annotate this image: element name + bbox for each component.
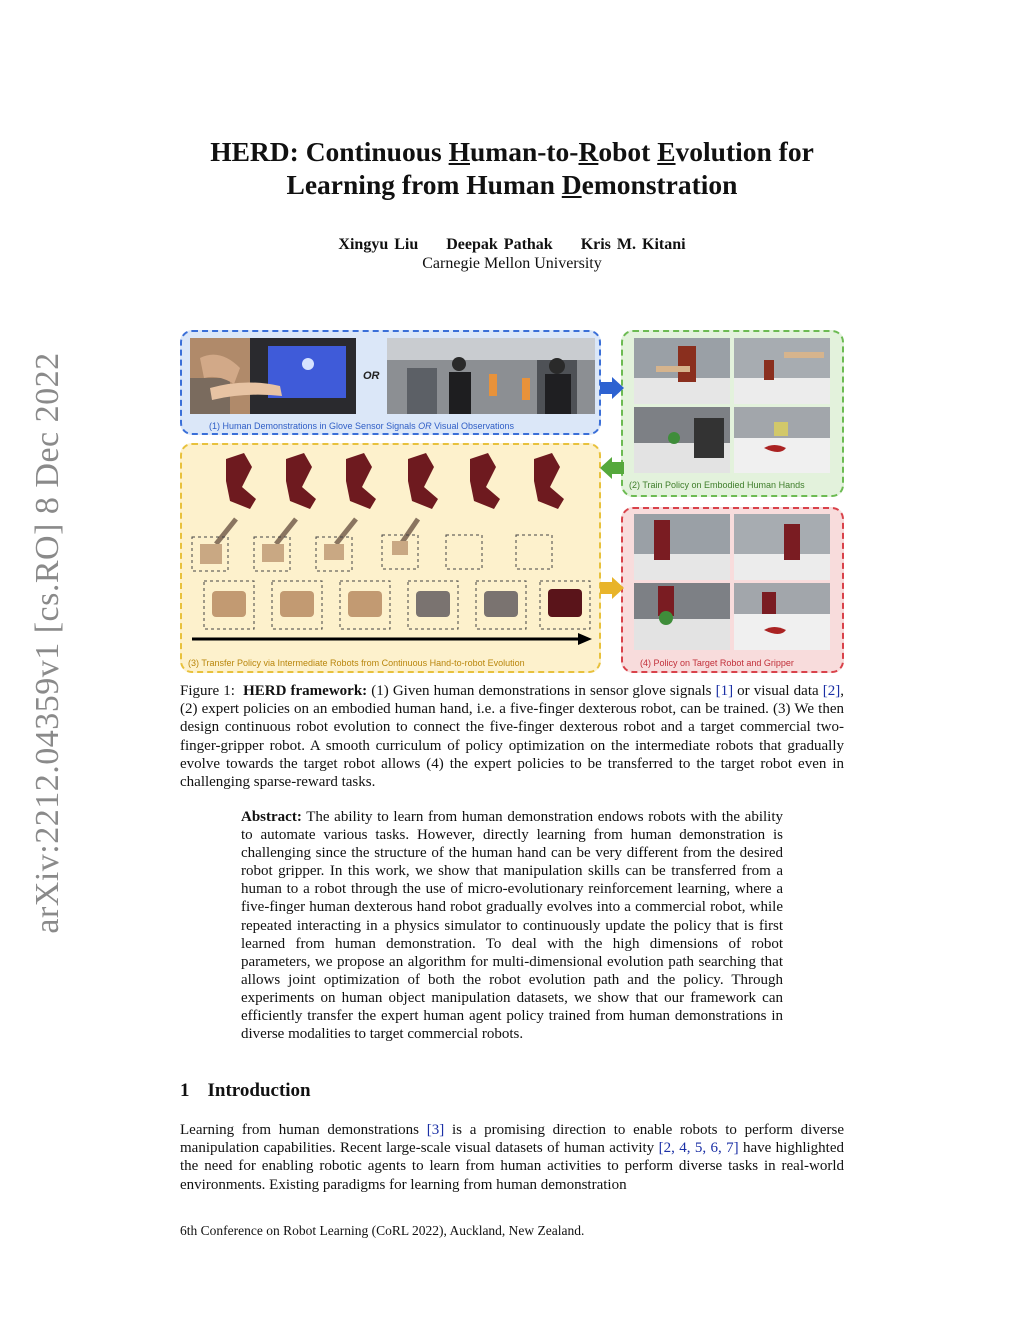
author-name: Deepak Pathak <box>446 236 553 253</box>
author-name: Kris M. Kitani <box>580 236 686 253</box>
arxiv-stamp: arXiv:2212.04359v1 [cs.RO] 8 Dec 2022 <box>29 351 66 934</box>
panel3-caption: (3) Transfer Policy via Intermediate Robots from Continuous Hand-to-robot Evolution <box>188 658 525 668</box>
author-name: Xingyu Liu <box>338 236 419 253</box>
gripper-sim-grid <box>634 514 830 650</box>
figure-caption: Figure 1: HERD framework: (1) Given human demonstrations in sensor glove signals [1] or visual data [2], (2) expert policies on an embodied human hand, i.e. a five-finger dexterous robot, can be trained. (3) We then design continuous robot evolution to connect the five-finger dexterous robot and a target commercial two-finger-gripper robot. A smooth curriculum of policy optimization on the intermediate robots that gradually evolve towards the target robot allows (4) the expert policies to be transferred to the target robot even in challenging sparse-reward tasks. <box>180 683 844 791</box>
or-label: OR <box>363 370 380 382</box>
panel-transfer-policy <box>180 443 601 673</box>
robot-evolution-sequence <box>186 449 596 649</box>
panel-train-policy <box>621 330 844 497</box>
section-heading: 1 Introduction <box>180 1080 311 1101</box>
visual-demo-photo <box>387 338 595 414</box>
panel1-caption: (1) Human Demonstrations in Glove Sensor Signals OR Visual Observations <box>209 421 514 431</box>
author-list <box>140 236 884 254</box>
citation-link[interactable]: [1] <box>715 683 734 699</box>
arrow-left-green-icon <box>600 457 624 479</box>
intro-paragraph: Learning from human demonstrations [3] is a promising direction to enable robots to perform diverse manipulation capabilities. Recent large-scale visual datasets of human activity [2, 4, 5, 6, 7] have highlighted the need for enabling robotic agents to learn from human activities to perform diverse tasks in real-world environments. Existing paradigms for learning from human demonstration <box>180 1122 845 1193</box>
panel-human-demonstrations <box>180 330 601 435</box>
panel-target-robot <box>621 507 844 673</box>
abstract: Abstract: The ability to learn from human demonstration endows robots with the ability to automate various tasks. However, directly learning from human demonstration is challenging since the structure of the human hand can be very different from the desired robot gripper. In this work, we show that manipulation skills can be transferred from a human to a robot through the use of micro-evolutionary reinforcement learning, where a five-finger human dexterous hand robot gradually evolves into a commercial robot, while repeated interacting in a physics simulator to continuously update the policy that is first learned from human demonstration. To deal with the high dimensions of robot parameters, we propose an algorithm for multi-dimensional evolution path searching that allows joint optimization of both the robot evolution path and the policy. Through experiments on human object manipulation datasets, we show that our framework can efficiently transfer the expert human agent policy trained from human demonstrations in diverse modalities to target commercial robots. <box>241 809 783 1043</box>
citation-link[interactable]: [3] <box>426 1122 445 1138</box>
citation-link[interactable]: [2] <box>822 683 841 699</box>
panel2-caption: (2) Train Policy on Embodied Human Hands <box>629 480 805 490</box>
panel4-caption: (4) Policy on Target Robot and Gripper <box>640 658 794 668</box>
paper-title: HERD: Continuous Human-to-Robot Evolution for Learning from Human Demonstration <box>210 136 814 200</box>
arrow-right-yellow-icon <box>600 577 624 599</box>
hand-sim-grid <box>634 338 830 473</box>
affiliation: Carnegie Mellon University <box>422 255 602 272</box>
footer-note: 6th Conference on Robot Learning (CoRL 2022), Auckland, New Zealand. <box>180 1223 585 1238</box>
citation-link[interactable]: [2, 4, 5, 6, 7] <box>658 1140 739 1157</box>
arrow-right-blue-icon <box>600 377 624 399</box>
figure-1 <box>180 330 846 675</box>
glove-demo-photo <box>190 338 356 414</box>
